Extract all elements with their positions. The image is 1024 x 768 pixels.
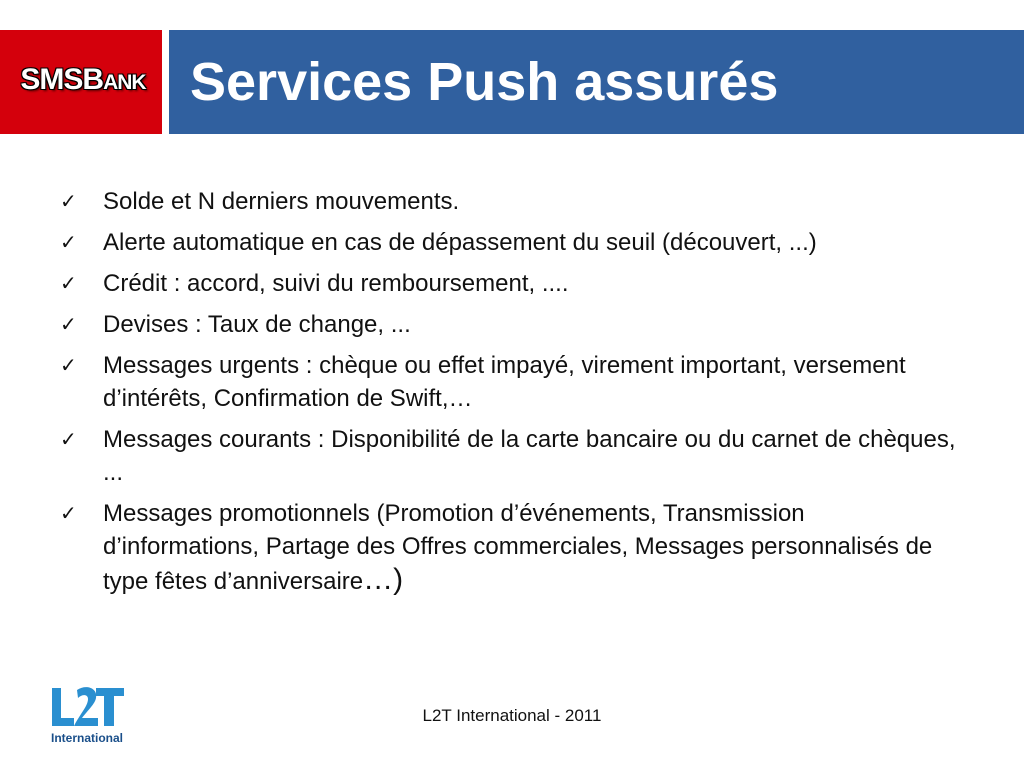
l2t-numeral-2: [74, 687, 98, 726]
bullet-item: [60, 497, 960, 598]
slide-title: Services Push assurés: [190, 52, 779, 112]
bullet-item: [60, 423, 960, 489]
check-mark-icon: ✓: [60, 189, 77, 213]
bullet-text: Messages promotionnels (Promotion d’événements, Transmission d’informations, Partage des Offres commerciales, Messages personnalisés de type fêtes d’anniversaire: [103, 500, 933, 595]
l2t-letter-l: [52, 688, 74, 726]
bullet-text: Devises : Taux de change, ...: [103, 311, 411, 338]
check-mark-icon: ✓: [60, 501, 77, 525]
bullet-text: Alerte automatique en cas de dépassement du seuil (découvert, ...): [103, 229, 817, 256]
check-mark-icon: ✓: [60, 230, 77, 254]
check-mark-icon: ✓: [60, 353, 77, 377]
bullet-item: [60, 226, 960, 259]
check-mark-icon: ✓: [60, 312, 77, 336]
l2t-international-logo: [46, 682, 128, 748]
check-mark-icon: ✓: [60, 427, 77, 451]
logo-small: ANK: [103, 71, 146, 94]
bullet-text: Crédit : accord, suivi du remboursement, ....: [103, 270, 569, 297]
bullet-item: [60, 267, 960, 300]
footer-text: L2T International - 2011: [422, 706, 602, 725]
check-mark-icon: ✓: [60, 271, 77, 295]
bullet-text: Messages courants : Disponibilité de la carte bancaire ou du carnet de chèques, ...: [103, 426, 956, 486]
bullet-item: [60, 185, 960, 218]
bullet-text-tail: …): [363, 563, 404, 596]
l2t-logo-text: International: [50, 731, 124, 745]
smsbank-logo-text: [10, 60, 156, 103]
header-divider: [162, 30, 169, 134]
bullet-item: [60, 308, 960, 341]
bullet-text: Solde et N derniers mouvements.: [103, 188, 460, 215]
logo-main: SMSB: [20, 63, 104, 96]
l2t-letter-t: [96, 688, 124, 726]
bullet-text: Messages urgents : chèque ou effet impayé, virement important, versement d’intérêts, Confirmation de Swift,…: [103, 352, 906, 412]
bullet-item: [60, 349, 960, 415]
bullet-list: [60, 185, 960, 606]
